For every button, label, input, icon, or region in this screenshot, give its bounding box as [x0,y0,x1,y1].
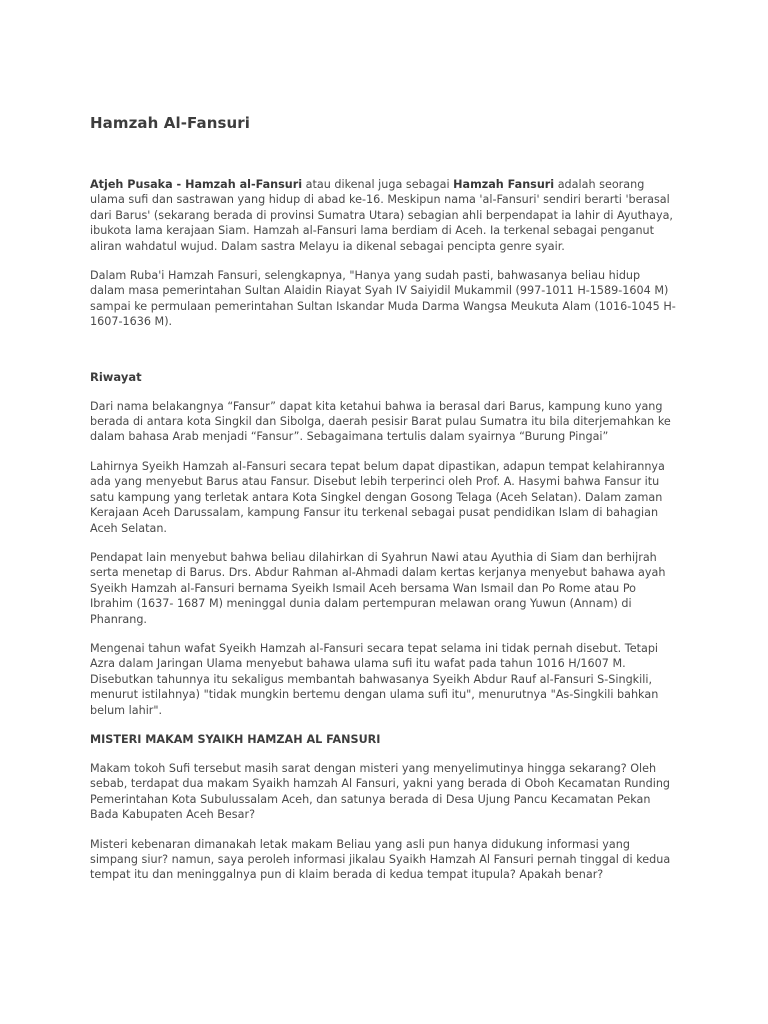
document-page [90,112,678,883]
riwayat-paragraph-2: Lahirnya Syeikh Hamzah al-Fansuri secara tepat belum dapat dipastikan, adapun tempat kelahirannya ada yang menyebut Barus atau Fansur. Disebut lebih terperinci oleh Prof. A. Hasymi bahwa Fansur itu satu kampung yang terletak antara Kota Singkel dengan Gosong Telaga (Aceh Selatan). Dalam zaman Kerajaan Aceh Darussalam, kampung Fansur itu terkenal sebagai pusat pendidikan Islam di bahagian Aceh Selatan. [90,459,665,535]
intro-bold-lead: Atjeh Pusaka - Hamzah al-Fansuri [90,178,303,191]
riwayat-paragraph-1: Dari nama belakangnya “Fansur” dapat kita ketahui bahwa ia berasal dari Barus, kampung kuno yang berada di antara kota Singkil dan Sibolga, daerah pesisir Barat pulau Sumatra itu bila diterjemahkan ke dalam bahasa Arab menjadi “Fansur”. Sebagaimana tertulis dalam syairnya “Burung Pingai” [90,399,671,444]
misteri-paragraph-2: Misteri kebenaran dimanakah letak makam Beliau yang asli pun hanya didukung informasi yang simpang siur? namun, saya peroleh informasi jikalau Syaikh Hamzah Al Fansuri pernah tinggal di kedua tempat itu dan meninggalnya pun di klaim berada di kedua tempat itupula? Apakah benar? [90,837,671,882]
misteri-paragraph-1: Makam tokoh Sufi tersebut masih sarat dengan misteri yang menyelimutinya hingga sekarang? Oleh sebab, terdapat dua makam Syaikh hamzah Al Fansuri, yakni yang berada di Oboh Kecamatan Runding Pemerintahan Kota Subulussalam Aceh, dan satunya berada di Desa Ujung Pancu Kecamatan Pekan Bada Kabupaten Aceh Besar? [90,761,671,822]
riwayat-paragraph-3: Pendapat lain menyebut bahwa beliau dilahirkan di Syahrun Nawi atau Ayuthia di Siam dan berhijrah serta menetap di Barus. Drs. Abdur Rahman al-Ahmadi dalam kertas kerjanya menyebut bahawa ayah Syeikh Hamzah al-Fansuri bernama Syeikh Ismail Aceh bersama Wan Ismail dan Po Rome atau Po Ibrahim (1637- 1687 M) meninggal dunia dalam pertempuran melawan orang Yuwun (Annam) di Phanrang. [90,550,666,626]
intro-text-a: atau dikenal juga sebagai [302,178,454,191]
riwayat-paragraph-4: Mengenai tahun wafat Syeikh Hamzah al-Fansuri secara tepat selama ini tidak pernah disebut. Tetapi Azra dalam Jaringan Ulama menyebut bahawa ulama sufi itu wafat pada tahun 1016 H/1607 M. Disebutkan tahunnya itu sekaligus membantah bahwasanya Syeikh Abdur Rauf al-Fansuri S-Singkili, menurut istilahnya) "tidak mungkin bertemu dengan ulama sufi itu", menurutnya "As-Singkili bahkan belum lahir". [90,641,659,717]
intro-bold-name: Hamzah Fansuri [453,178,555,191]
rubai-paragraph: Dalam Ruba'i Hamzah Fansuri, selengkapnya, "Hanya yang sudah pasti, bahwasanya beliau hidup dalam masa pemerintahan Sultan Alaidin Riayat Syah IV Saiyidil Mukammil (997-1011 H-1589-1604 M) sampai ke permulaan pemerintahan Sultan Iskandar Muda Darma Wangsa Meukuta Alam (1016-1045 H-1607-1636 M). [90,269,676,329]
misteri-heading: MISTERI MAKAM SYAIKH HAMZAH AL FANSURI [90,732,381,746]
intro-text-b: adalah seorang ulama sufi dan sastrawan yang hidup di abad ke-16. Meskipun nama 'al-Fansuri' sendiri berarti 'berasal dari Barus' (sekarang berada di provinsi Sumatra Utara) sebagian ahli berpendapat ia lahir di Ayuthaya, ibukota lama kerajaan Siam. Hamzah al-Fansuri lama berdiam di Aceh. Ia terkenal sebagai penganut aliran wahdatul wujud. Dalam sastra Melayu ia dikenal sebagai pencipta genre syair. [90,178,673,253]
riwayat-heading: Riwayat [90,369,142,384]
page-title: Hamzah Al-Fansuri [90,114,251,132]
intro-paragraph [90,177,678,254]
